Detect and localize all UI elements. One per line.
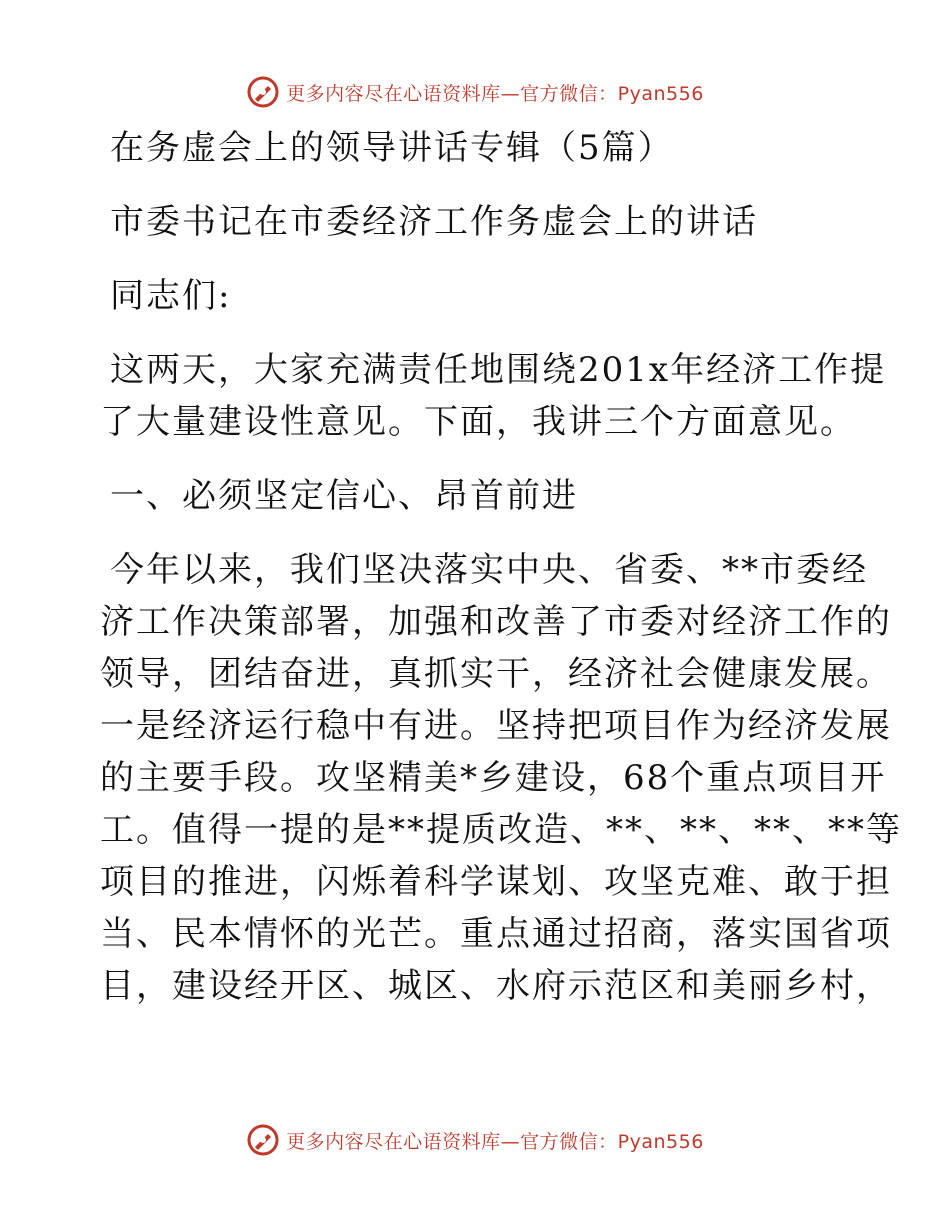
section-heading: 一、必须坚定信心、昂首前进 [110,476,578,516]
paragraph-line: 目，建设经开区、城区、水府示范区和美丽乡村， [100,966,892,1006]
header-watermark [0,72,950,112]
paragraph-line: 项目的推进，闪烁着科学谋划、攻坚克难、敢于担 [100,862,892,902]
paragraph-line: 了大量建设性意见。下面，我讲三个方面意见。 [100,402,856,442]
paragraph-line: 领导，团结奋进，真抓实干，经济社会健康发展。 [100,654,892,694]
footer-watermark [0,1120,950,1160]
paragraph-line: 一是经济运行稳中有进。坚持把项目作为经济发展 [100,706,892,746]
paragraph-line: 的主要手段。攻坚精美*乡建设，68个重点项目开 [100,758,887,798]
paragraph-line: 济工作决策部署，加强和改善了市委对经济工作的 [100,602,892,642]
paragraph-2 [100,544,902,1012]
document-subtitle: 市委书记在市委经济工作务虚会上的讲话 [110,202,758,242]
salutation: 同志们: [110,276,232,316]
pen-logo-icon [246,75,280,109]
document-body [100,122,902,1012]
document-title: 在务虚会上的领导讲话专辑（5篇） [110,128,674,168]
paragraph-1 [100,344,887,448]
paragraph-line: 工。值得一提的是**提质改造、**、**、**、**等 [100,810,902,850]
watermark-text: 更多内容尽在心语资料库—官方微信：Pyan556 [286,1130,704,1153]
paragraph-line: 这两天，大家充满责任地围绕201x年经济工作提 [110,350,887,390]
pen-logo-icon [246,1123,280,1157]
watermark-text: 更多内容尽在心语资料库—官方微信：Pyan556 [286,82,704,105]
paragraph-line: 当、民本情怀的光芒。重点通过招商，落实国省项 [100,914,892,954]
paragraph-line: 今年以来，我们坚决落实中央、省委、**市委经 [110,550,868,590]
